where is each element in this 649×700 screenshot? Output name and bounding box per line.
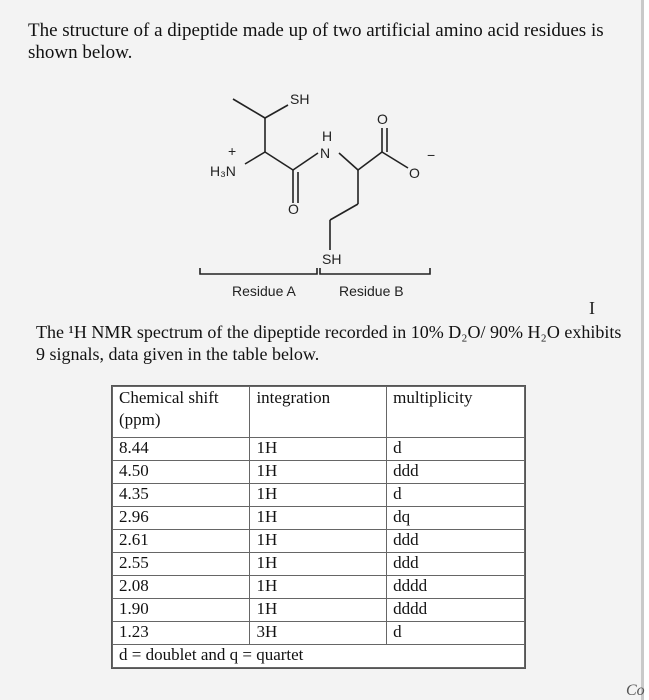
table-row [113,484,525,507]
shift-cell: 2.61 [113,530,250,553]
residue-a-label: Residue A [232,283,296,299]
header-integration: integration [250,387,387,438]
bond [293,153,318,170]
multiplicity-cell: d [387,484,525,507]
residue-a-bracket [200,268,317,274]
table-row [113,438,525,461]
table-header-row [113,387,525,438]
multiplicity-cell: ddd [387,530,525,553]
shift-cell: 2.55 [113,553,250,576]
dipeptide-structure [0,0,641,310]
integration-cell: 1H [250,553,387,576]
integration-cell: 1H [250,438,387,461]
bond-lines [200,99,430,274]
shift-cell: 1.90 [113,599,250,622]
integration-cell: 1H [250,484,387,507]
thiol-label: SH [322,251,342,267]
residue-b-label: Residue B [339,283,404,299]
multiplicity-cell: d [387,622,525,645]
integration-cell: 1H [250,461,387,484]
nitrogen-label: N [320,145,331,161]
shift-cell: 8.44 [113,438,250,461]
table-row [113,461,525,484]
table-row [113,599,525,622]
table-row [113,622,525,645]
header-multiplicity: multiplicity [387,387,525,438]
table-row [113,576,525,599]
text-cursor-icon: I [589,298,595,318]
oxygen-label: O [409,165,420,181]
multiplicity-cell: ddd [387,553,525,576]
oxygen-label: O [288,201,299,217]
bond [358,152,382,170]
intro-paragraph: The structure of a dipeptide made up of two artificial amino acid residues is shown below. [28,20,604,63]
bond [382,152,408,168]
integration-cell: 1H [250,507,387,530]
integration-cell: 3H [250,622,387,645]
multiplicity-cell: dddd [387,576,525,599]
bond [330,204,358,220]
multiplicity-cell: ddd [387,461,525,484]
integration-cell: 1H [250,576,387,599]
charge-plus: + [228,143,237,159]
integration-cell: 1H [250,599,387,622]
bond [265,105,288,118]
ammonium-label: H₃N [210,163,236,179]
nmr-data-table [112,386,525,668]
multiplicity-cell: d [387,438,525,461]
table-row [113,530,525,553]
multiplicity-cell: dddd [387,599,525,622]
shift-cell: 4.50 [113,461,250,484]
bond [265,152,293,170]
shift-cell: 4.35 [113,484,250,507]
shift-cell: 2.08 [113,576,250,599]
bond [245,152,265,164]
table-footnote: d = doublet and q = quartet [113,645,525,668]
table-row [113,553,525,576]
table-footnote-row [113,645,525,668]
shift-cell: 1.23 [113,622,250,645]
charge-minus: − [427,147,436,163]
residue-b-bracket [320,268,430,274]
integration-cell: 1H [250,530,387,553]
multiplicity-cell: dq [387,507,525,530]
nmr-description: The ¹H NMR spectrum of the dipeptide recorded in 10% D₂O/ 90% H₂O exhibits 9 signals, data given in the table below. [36,322,622,364]
shift-cell: 2.96 [113,507,250,530]
cropped-corner-text: Co [626,682,645,699]
header-chemical-shift: Chemical shift (ppm) [113,387,250,438]
bond [233,99,265,118]
bond [339,153,358,170]
hydrogen-label: H [322,128,333,144]
oxygen-label: O [377,111,388,127]
table-row [113,507,525,530]
thiol-label: SH [290,91,310,107]
